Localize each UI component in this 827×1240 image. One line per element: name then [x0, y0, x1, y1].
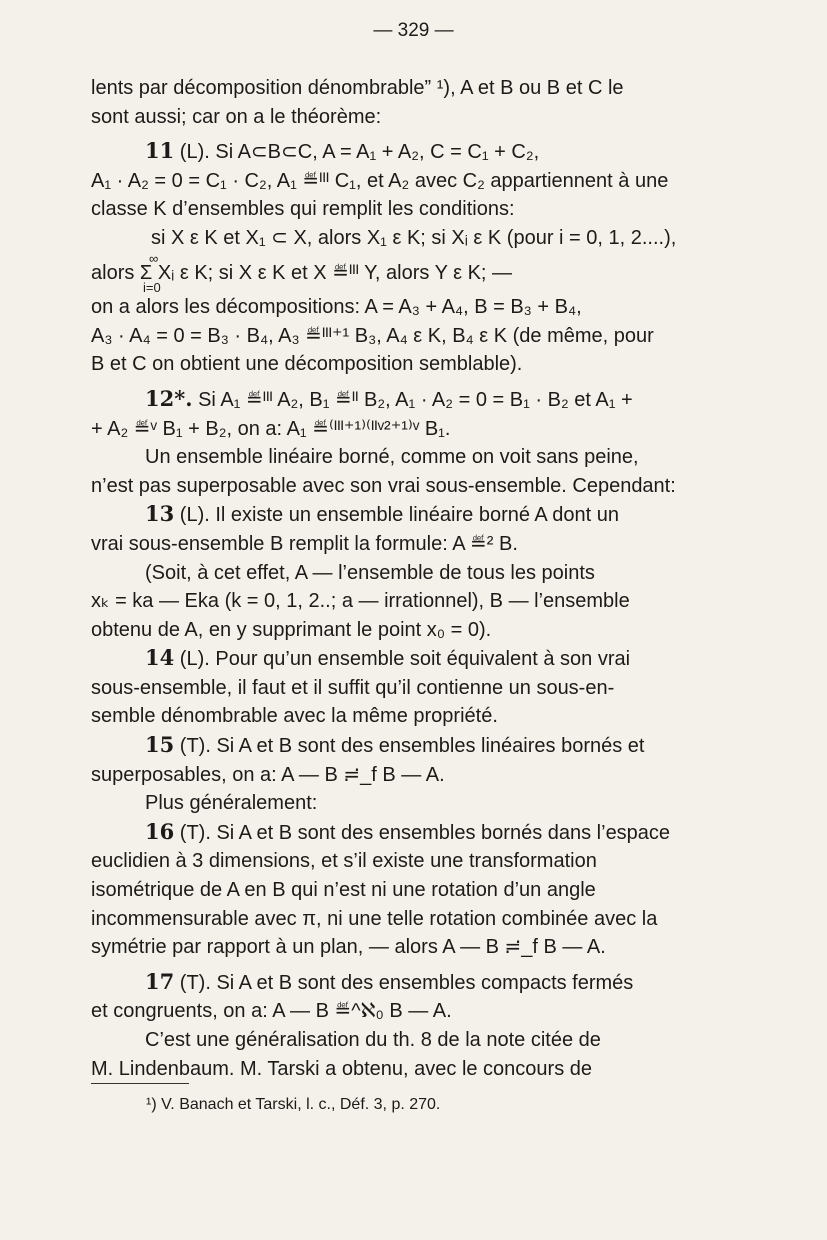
theorem-text: Si A₁ ≝ᴵᴵᴵ A₂, B₁ ≝ᴵᴵ B₂, A₁ · A₂ = 0 = B₁ · B₂ et A₁ +	[192, 388, 633, 411]
text-line: xₖ = ka — Eka (k = 0, 1, 2..; a — irrationnel), B — l’ensemble	[91, 590, 630, 613]
text-line: isométrique de A en B qui n’est ni une rotation d’un angle	[91, 879, 596, 902]
text-line: semble dénombrable avec la même propriété.	[91, 705, 498, 728]
theorem-15	[91, 731, 731, 761]
footnote: ¹) V. Banach et Tarski, l. c., Déf. 3, p. 270.	[146, 1096, 441, 1113]
theorem-text: (L). Si A⊂B⊂C, A = A₁ + A₂, C = C₁ + C₂,	[174, 141, 540, 164]
theorem-text: (L). Il existe un ensemble linéaire borné A dont un	[174, 504, 619, 527]
theorem-text: (T). Si A et B sont des ensembles bornés dans l’espace	[174, 821, 671, 844]
text-line: n’est pas superposable avec son vrai sous-ensemble. Cependant:	[91, 474, 676, 497]
footnote-rule	[91, 1083, 189, 1084]
theorem-14	[91, 644, 731, 674]
text-line: C’est une généralisation du th. 8 de la note citée de	[145, 1029, 601, 1051]
text-line: symétrie par rapport à un plan, — alors A — B ≓_f B — A.	[91, 936, 606, 959]
theorem-text: (T). Si A et B sont des ensembles compacts fermés	[174, 971, 634, 994]
text-line: Un ensemble linéaire borné, comme on voit sans peine,	[145, 446, 639, 469]
page-number: — 329 —	[373, 20, 454, 41]
text-line: euclidien à 3 dimensions, et s’il existe une transformation	[91, 850, 597, 873]
text-line: on a alors les décompositions: A = A₃ + A₄, B = B₃ + B₄,	[91, 296, 582, 319]
text-line: classe K d’ensembles qui remplit les conditions:	[91, 198, 515, 221]
theorem-number: 14	[145, 645, 175, 671]
text-line: obtenu de A, en y supprimant le point x₀ = 0).	[91, 618, 492, 641]
sum-lower-limit: i=0	[143, 279, 161, 295]
text-line: et congruents, on a: A — B ≝^ℵ₀ B — A.	[91, 1000, 452, 1023]
theorem-number: 12*.	[145, 385, 193, 411]
theorem-text: (L). Pour qu’un ensemble soit équivalent à son vrai	[174, 648, 631, 671]
text-line: lents par décomposition dénombrable” ¹), A et B ou B et C le	[91, 77, 624, 99]
theorem-text: (T). Si A et B sont des ensembles linéaires bornés et	[174, 735, 645, 758]
theorem-17	[91, 968, 731, 998]
theorem-number: 16	[145, 818, 175, 844]
theorem-12	[91, 385, 731, 415]
text-line: A₃ · A₄ = 0 = B₃ · B₄, A₃ ≝ᴵᴵᴵ⁺¹ B₃, A₄ ε K, B₄ ε K (de même, pour	[91, 324, 654, 347]
text-line: A₁ · A₂ = 0 = C₁ · C₂, A₁ ≝ᴵᴵᴵ C₁, et A₂ avec C₂ appartiennent à une	[91, 169, 669, 192]
text-line: sous-ensemble, il faut et il suffit qu’il contienne un sous-en-	[91, 676, 615, 699]
theorem-number: 11	[145, 138, 175, 164]
text-line: + A₂ ≝ᵛ B₁ + B₂, on a: A₁ ≝⁽ᴵᴵᴵ⁺¹⁾⁽ᴵᴵᵛ²⁺¹⁾ᵛ B₁.	[91, 417, 451, 440]
theorem-number: 15	[145, 732, 175, 758]
text-line: (Soit, à cet effet, A — l’ensemble de tous les points	[145, 561, 595, 584]
text-line: B et C on obtient une décomposition semblable).	[91, 353, 523, 376]
theorem-11	[91, 137, 731, 167]
page-body	[91, 74, 731, 1083]
text-line: superposables, on a: A — B ≓_f B — A.	[91, 763, 445, 786]
text-line: incommensurable avec π, ni une telle rotation combinée avec la	[91, 907, 658, 930]
theorem-16	[91, 818, 731, 848]
sum-upper-limit: ∞	[149, 250, 159, 266]
text-line: Plus généralement:	[145, 792, 318, 815]
summation-line	[91, 250, 731, 295]
text-line: vrai sous-ensemble B remplit la formule: A ≝² B.	[91, 532, 518, 555]
theorem-13	[91, 500, 731, 530]
text-line: si X ε K et X₁ ⊂ X, alors X₁ ε K; si Xᵢ ε K (pour i = 0, 1, 2....),	[151, 226, 677, 249]
theorem-number: 13	[145, 501, 175, 527]
theorem-number: 17	[145, 968, 175, 994]
text-line: M. Lindenbaum. M. Tarski a obtenu, avec le concours de	[91, 1057, 593, 1080]
text-line: sont aussi; car on a le théorème:	[91, 105, 382, 128]
text-line: alors Σ Xᵢ ε K; si X ε K et X ≝ᴵᴵᴵ Y, alors Y ε K; —	[91, 261, 513, 284]
